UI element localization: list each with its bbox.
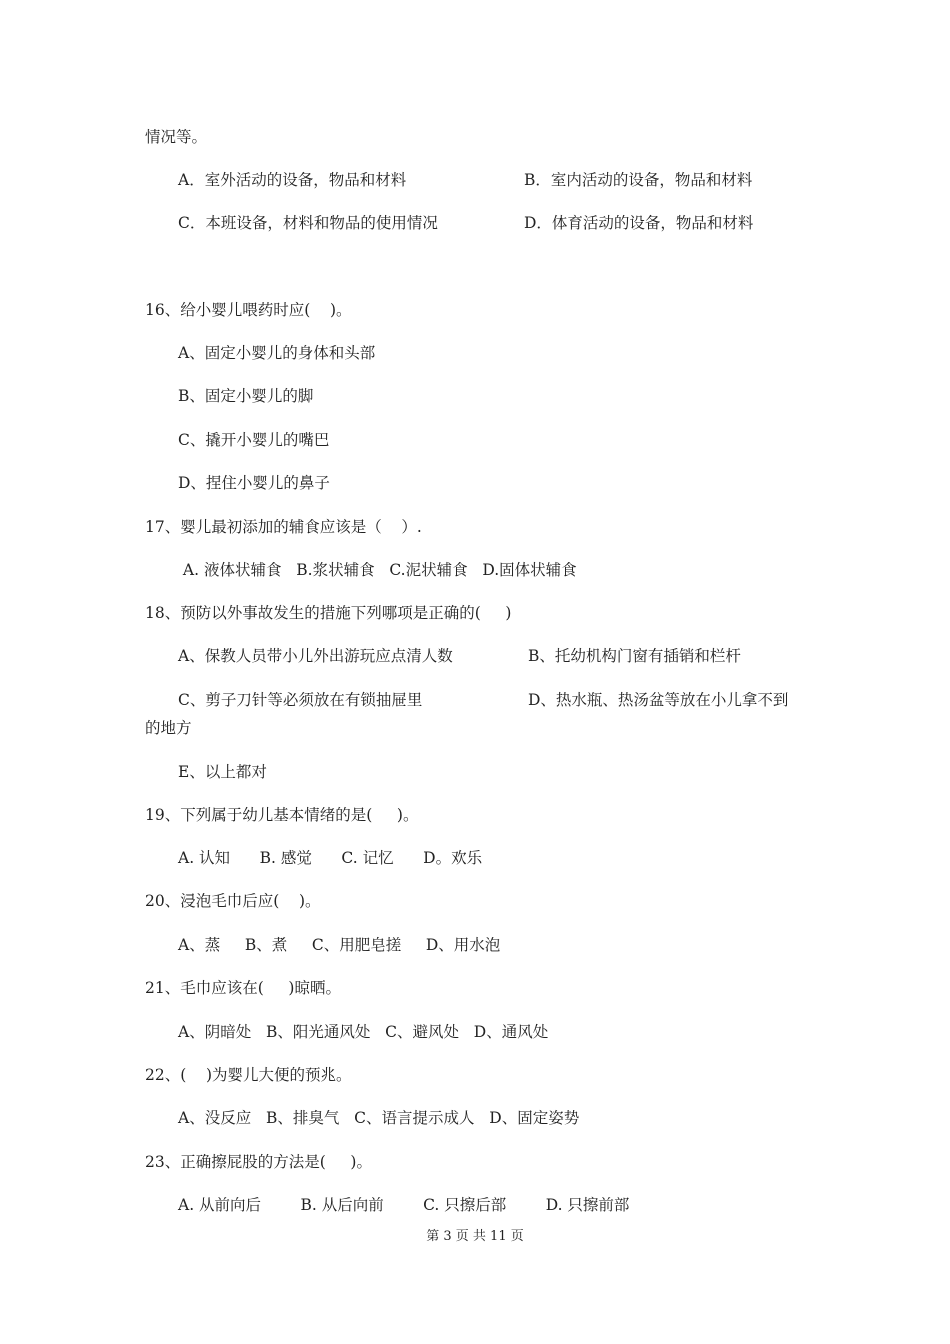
- question-18-option-c: C、剪子刀针等必须放在有锁抽屉里: [178, 691, 423, 709]
- option-b: B．室内活动的设备，物品和材料: [524, 171, 753, 189]
- question-18-option-b: B、托幼机构门窗有插销和栏杆: [528, 647, 741, 665]
- question-16-option-a: A、固定小婴儿的身体和头部: [178, 344, 376, 362]
- question-21-options: A、阴暗处 B、阳光通风处 C、避风处 D、通风处: [178, 1023, 549, 1041]
- question-20-stem: 20、浸泡毛巾后应( )。: [145, 892, 321, 910]
- question-18-option-d-continued: 的地方: [145, 719, 192, 737]
- question-18-option-e: E、以上都对: [178, 763, 267, 781]
- question-22-options: A、没反应 B、排臭气 C、语言提示成人 D、固定姿势: [178, 1109, 580, 1127]
- question-21-stem: 21、毛巾应该在( )晾晒。: [145, 979, 341, 997]
- page-footer: 第 3 页 共 11 页: [426, 1229, 524, 1244]
- question-17-stem: 17、婴儿最初添加的辅食应该是（ ）.: [145, 518, 422, 536]
- question-17-options: A. 液体状辅食 B.浆状辅食 C.泥状辅食 D.固体状辅食: [178, 561, 577, 579]
- continuation-text: 情况等。: [145, 128, 208, 146]
- question-20-options: A、蒸 B、煮 C、用肥皂搓 D、用水泡: [178, 936, 501, 954]
- question-18-option-d: D、热水瓶、热汤盆等放在小儿拿不到: [528, 691, 789, 709]
- question-16-option-b: B、固定小婴儿的脚: [178, 387, 314, 405]
- question-19-stem: 19、下列属于幼儿基本情绪的是( )。: [145, 806, 419, 824]
- question-16-option-c: C、撬开小婴儿的嘴巴: [178, 431, 330, 449]
- question-16-option-d: D、捏住小婴儿的鼻子: [178, 474, 330, 492]
- question-18-option-a: A、保教人员带小儿外出游玩应点清人数: [178, 647, 453, 665]
- question-19-options: A. 认知 B. 感觉 C. 记忆 D。欢乐: [178, 849, 483, 867]
- option-c: C．本班设备，材料和物品的使用情况: [178, 214, 438, 232]
- option-a: A．室外活动的设备，物品和材料: [178, 171, 407, 189]
- question-22-stem: 22、( )为婴儿大便的预兆。: [145, 1066, 352, 1084]
- question-16-stem: 16、给小婴儿喂药时应( )。: [145, 301, 352, 319]
- option-d: D．体育活动的设备，物品和材料: [524, 214, 754, 232]
- question-23-stem: 23、正确擦屁股的方法是( )。: [145, 1153, 372, 1171]
- question-23-options: A. 从前向后 B. 从后向前 C. 只擦后部 D. 只擦前部: [178, 1196, 630, 1214]
- question-18-stem: 18、预防以外事故发生的措施下列哪项是正确的( ): [145, 604, 512, 622]
